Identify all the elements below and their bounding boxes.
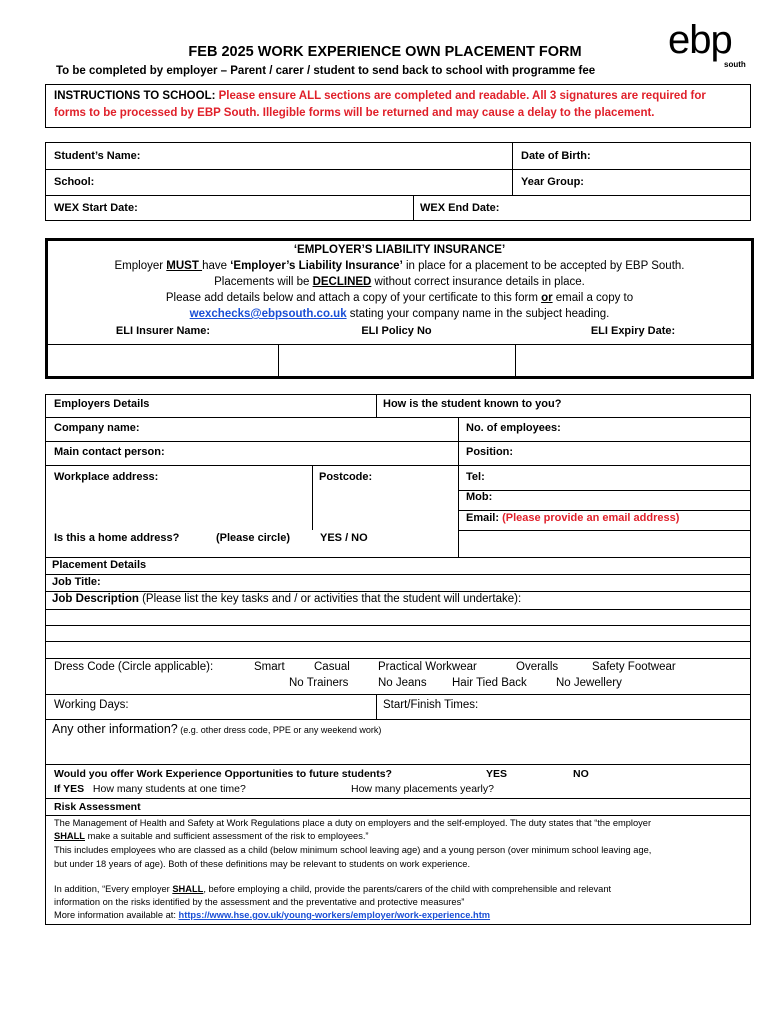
future-students-box bbox=[45, 764, 751, 799]
dress-code-label: Dress Code (Circle applicable): bbox=[54, 661, 214, 673]
school-field[interactable] bbox=[106, 171, 506, 193]
insurance-line3: Please add details below and attach a copy of your certificate to this form or email a copy to bbox=[165, 292, 634, 304]
workplace-address-label: Workplace address: bbox=[54, 471, 159, 483]
mob-field[interactable] bbox=[501, 492, 746, 508]
if-yes-row: If YES How many students at one time? bbox=[54, 783, 246, 795]
dress-no-jewellery[interactable]: No Jewellery bbox=[556, 677, 622, 689]
page-title: FEB 2025 WORK EXPERIENCE OWN PLACEMENT FORM bbox=[188, 44, 582, 60]
dress-no-trainers[interactable]: No Trainers bbox=[289, 677, 349, 689]
placements-yearly-label: How many placements yearly? bbox=[351, 783, 494, 795]
job-description-label: Job Description (Please list the key tasks and / or activities that the student will undertake): bbox=[52, 593, 522, 605]
eli-expiry-field[interactable] bbox=[517, 346, 749, 374]
workplace-address-field[interactable] bbox=[54, 487, 308, 527]
employees-field[interactable] bbox=[576, 419, 746, 439]
working-days-label: Working Days: bbox=[54, 699, 129, 711]
job-description-line-2[interactable] bbox=[48, 626, 748, 640]
year-group-label: Year Group: bbox=[521, 176, 584, 188]
postcode-label: Postcode: bbox=[319, 471, 373, 483]
year-group-field[interactable] bbox=[606, 171, 746, 193]
known-label: How is the student known to you? bbox=[383, 398, 562, 410]
future-yes[interactable]: YES bbox=[486, 768, 508, 780]
company-name-label: Company name: bbox=[54, 422, 140, 434]
email-field[interactable] bbox=[466, 532, 746, 554]
job-title-label: Job Title: bbox=[52, 576, 101, 588]
student-table bbox=[45, 142, 751, 221]
student-name-field[interactable] bbox=[156, 145, 506, 167]
instructions-line1: INSTRUCTIONS TO SCHOOL: Please ensure ALL sections are completed and readable. All 3 signatures are required for bbox=[54, 90, 706, 102]
job-description-line-1[interactable] bbox=[48, 610, 748, 624]
logo-text: ebp bbox=[668, 18, 732, 62]
email-label-row: Email: (Please provide an email address) bbox=[466, 512, 680, 524]
start-finish-label: Start/Finish Times: bbox=[383, 699, 479, 711]
risk-p2-line2: but under 18 years of age). Both of these definitions may be relevant to students on work experience. bbox=[54, 859, 471, 869]
tel-field[interactable] bbox=[496, 467, 746, 487]
please-circle-label: (Please circle) bbox=[216, 532, 290, 544]
employers-details-label: Employers Details bbox=[54, 398, 150, 410]
eli-policy-label: ELI Policy No bbox=[361, 325, 432, 337]
tel-label: Tel: bbox=[466, 471, 485, 483]
eli-policy-field[interactable] bbox=[280, 346, 513, 374]
wex-end-field[interactable] bbox=[516, 197, 746, 219]
job-title-field[interactable] bbox=[111, 575, 746, 590]
risk-more-info: More information available at: https://www.hse.gov.uk/young-workers/employer/work-experience.htm bbox=[54, 910, 491, 920]
risk-p2-line1: This includes employees who are classed as a child (below minimum school leaving age) and a young person (over minimum school leaving age, bbox=[54, 845, 652, 855]
instructions-line2: forms to be processed by EBP South. Illegible forms will be returned and may cause a delay to the placement. bbox=[54, 107, 655, 119]
position-field[interactable] bbox=[526, 443, 746, 463]
insurance-line2: Placements will be DECLINED without correct insurance details in place. bbox=[214, 276, 585, 288]
home-yes-no[interactable]: YES / NO bbox=[320, 532, 368, 544]
contact-field[interactable] bbox=[186, 443, 452, 463]
contact-label: Main contact person: bbox=[54, 446, 165, 458]
insurance-line1: Employer MUST have ‘Employer’s Liability Insurance’ in place for a placement to be accepted by EBP South. bbox=[114, 260, 685, 272]
company-name-field[interactable] bbox=[156, 419, 452, 439]
eli-insurer-label: ELI Insurer Name: bbox=[115, 325, 211, 337]
insurance-line4: wexchecks@ebpsouth.co.uk stating your company name in the subject heading. bbox=[189, 308, 610, 320]
student-name-label: Student’s Name: bbox=[54, 150, 141, 162]
dress-smart[interactable]: Smart bbox=[254, 661, 285, 673]
dress-overalls[interactable]: Overalls bbox=[516, 661, 559, 673]
logo-sub: south bbox=[724, 60, 746, 69]
risk-assessment-box bbox=[45, 798, 751, 925]
employer-table bbox=[45, 394, 751, 558]
dress-no-jeans[interactable]: No Jeans bbox=[378, 677, 427, 689]
risk-heading: Risk Assessment bbox=[54, 801, 141, 813]
dress-practical-workwear[interactable]: Practical Workwear bbox=[378, 661, 477, 673]
position-label: Position: bbox=[466, 446, 514, 458]
eli-insurer-field[interactable] bbox=[50, 346, 276, 374]
insurance-email-link[interactable]: wexchecks@ebpsouth.co.uk bbox=[189, 308, 347, 320]
start-finish-field[interactable] bbox=[496, 696, 746, 717]
school-label: School: bbox=[54, 176, 95, 188]
dress-hair-tied-back[interactable]: Hair Tied Back bbox=[452, 677, 527, 689]
placement-table bbox=[45, 557, 751, 765]
risk-p3-line2: information on the risks identified by the assessment and the preventative and protective measures” bbox=[54, 897, 465, 907]
dress-safety-footwear[interactable]: Safety Footwear bbox=[592, 661, 676, 673]
home-address-label: Is this a home address? bbox=[54, 532, 180, 544]
other-info-field[interactable] bbox=[48, 738, 748, 764]
job-description-line-3[interactable] bbox=[48, 642, 748, 657]
dob-field[interactable] bbox=[606, 145, 746, 167]
risk-p1-line2: SHALL make a suitable and sufficient assessment of the risk to employees.” bbox=[54, 831, 369, 841]
instructions-box bbox=[45, 84, 751, 128]
mob-label: Mob: bbox=[466, 491, 493, 503]
dress-casual[interactable]: Casual bbox=[314, 661, 350, 673]
eli-expiry-label: ELI Expiry Date: bbox=[590, 325, 676, 337]
wex-end-label: WEX End Date: bbox=[420, 202, 500, 214]
hse-link[interactable]: https://www.hse.gov.uk/young-workers/employer/work-experience.htm bbox=[178, 910, 491, 920]
insurance-heading: ‘EMPLOYER’S LIABILITY INSURANCE’ bbox=[293, 244, 506, 256]
postcode-field[interactable] bbox=[318, 487, 454, 527]
risk-p1-line1: The Management of Health and Safety at Work Regulations place a duty on employers and the self-employed. The duty states that “the employer bbox=[54, 818, 652, 828]
future-no[interactable]: NO bbox=[573, 768, 589, 780]
dob-label: Date of Birth: bbox=[521, 150, 591, 162]
future-question: Would you offer Work Experience Opportunities to future students? bbox=[54, 768, 392, 780]
wex-start-field[interactable] bbox=[156, 197, 406, 219]
placement-heading: Placement Details bbox=[52, 559, 147, 571]
wex-start-label: WEX Start Date: bbox=[54, 202, 138, 214]
other-info-label: Any other information? (e.g. other dress code, PPE or any weekend work) bbox=[52, 722, 382, 736]
ebp-logo bbox=[668, 18, 748, 74]
working-days-field[interactable] bbox=[146, 696, 371, 717]
employees-label: No. of employees: bbox=[466, 422, 561, 434]
page-subtitle: To be completed by employer – Parent / carer / student to send back to school with programme fee bbox=[56, 65, 596, 77]
insurance-box bbox=[45, 238, 754, 379]
risk-p3-line1: In addition, “Every employer SHALL, before employing a child, provide the parents/carers of the child with comprehensible and relevant bbox=[54, 884, 612, 894]
